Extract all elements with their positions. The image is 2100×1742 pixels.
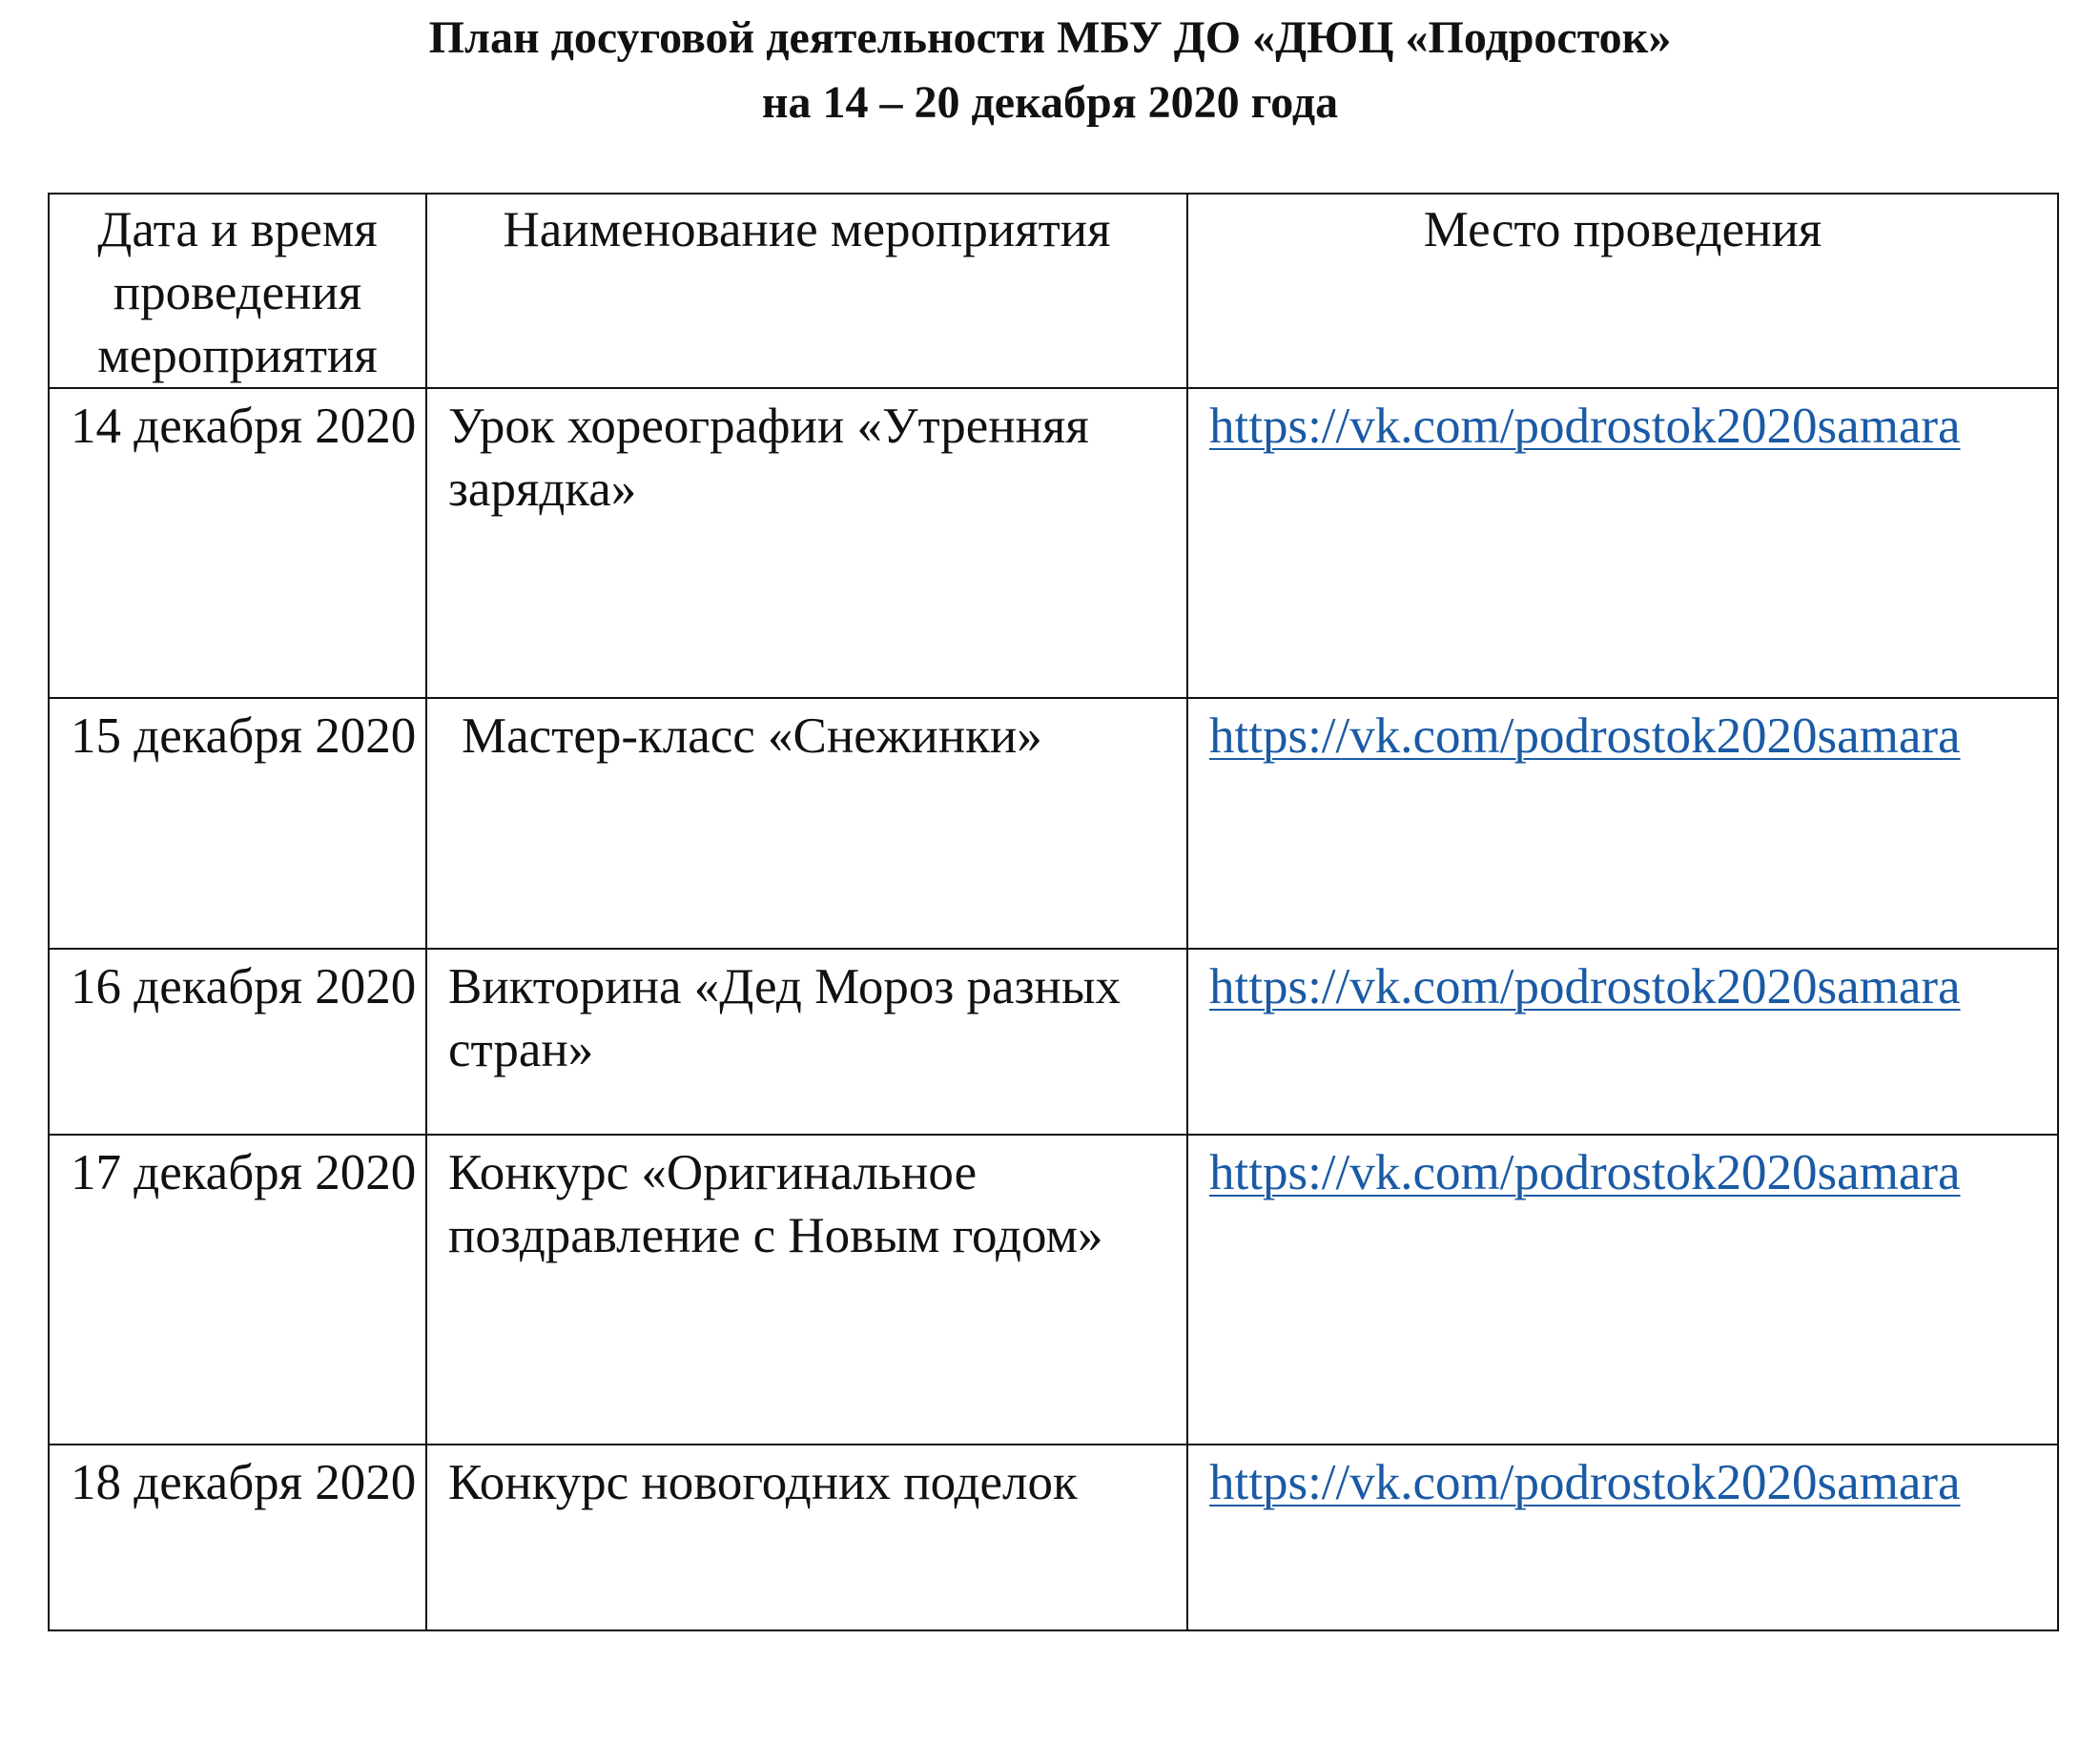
event-name: Урок хореографии «Утренняя зарядка» <box>426 388 1187 698</box>
table-row <box>49 388 2058 698</box>
events-table <box>48 193 2059 1631</box>
event-place <box>1187 949 2058 1135</box>
event-name-text: Мастер-класс «Снежинки» <box>462 708 1042 764</box>
table-row <box>49 698 2058 949</box>
event-place <box>1187 388 2058 698</box>
event-link[interactable]: https://vk.com/podrostok2020samara <box>1209 959 1961 1014</box>
table-row <box>49 949 2058 1135</box>
page-title <box>0 6 2100 135</box>
event-place <box>1187 698 2058 949</box>
event-place <box>1187 1445 2058 1630</box>
header-name: Наименование мероприятия <box>426 194 1187 388</box>
title-line-2: на 14 – 20 декабря 2020 года <box>761 77 1339 128</box>
event-name <box>426 698 1187 949</box>
event-name: Конкурс новогодних поделок <box>426 1445 1187 1630</box>
event-date: 15 декабря 2020 <box>49 698 426 949</box>
table-header-row <box>49 194 2058 388</box>
event-date: 16 декабря 2020 <box>49 949 426 1135</box>
event-date: 14 декабря 2020 <box>49 388 426 698</box>
event-link[interactable]: https://vk.com/podrostok2020samara <box>1209 1145 1961 1200</box>
event-name: Викторина «Дед Мороз разных стран» <box>426 949 1187 1135</box>
event-place <box>1187 1135 2058 1445</box>
event-date: 17 декабря 2020 <box>49 1135 426 1445</box>
header-place: Место проведения <box>1187 194 2058 388</box>
event-name: Конкурс «Оригинальное поздравление с Новым годом» <box>426 1135 1187 1445</box>
event-link[interactable]: https://vk.com/podrostok2020samara <box>1209 708 1961 764</box>
event-date: 18 декабря 2020 <box>49 1445 426 1630</box>
table-row <box>49 1445 2058 1630</box>
table-row <box>49 1135 2058 1445</box>
event-link[interactable]: https://vk.com/podrostok2020samara <box>1209 399 1961 454</box>
event-link[interactable]: https://vk.com/podrostok2020samara <box>1209 1455 1961 1510</box>
header-date <box>49 194 426 388</box>
header-date-label: Дата и время проведения мероприятия <box>97 202 378 383</box>
title-line-1: План досуговой деятельности МБУ ДО «ДЮЦ «Подросток» <box>428 12 1672 63</box>
